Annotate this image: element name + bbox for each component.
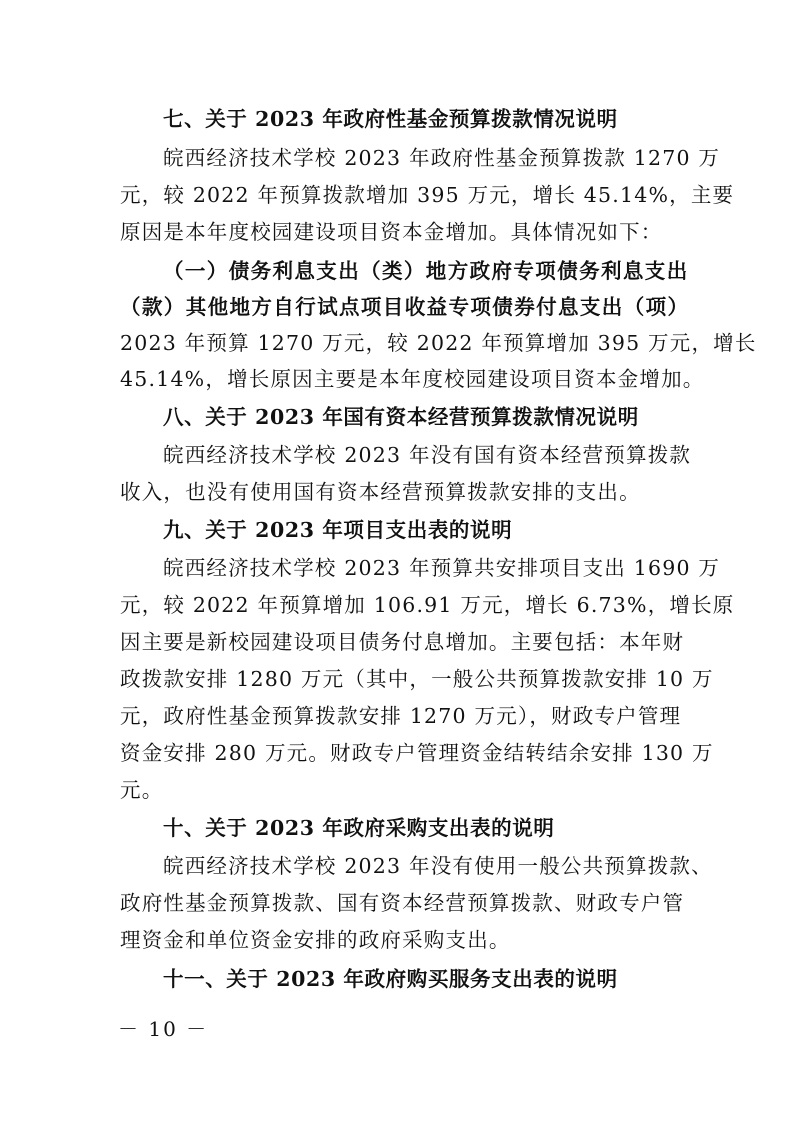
section-7-line-1: 皖西经济技术学校 2023 年政府性基金预算拨款 1270 万 [163, 146, 721, 170]
section-9-heading: 九、关于 2023 年项目支出表的说明 [163, 518, 513, 542]
section-7-heading: 七、关于 2023 年政府性基金预算拨款情况说明 [163, 107, 618, 131]
section-8-heading: 八、关于 2023 年国有资本经营预算拨款情况说明 [163, 405, 639, 429]
section-9-line-5: 元，政府性基金预算拨款安排 1270 万元），财政专户管理 [120, 704, 682, 728]
section-9-line-7: 元。 [120, 778, 164, 802]
section-7-line-2: 元，较 2022 年预算拨款增加 395 万元，增长 45.14%，主要 [120, 183, 735, 207]
section-9-line-6: 资金安排 280 万元。财政专户管理资金结转结余安排 130 万 [120, 741, 714, 765]
section-10-line-2: 政府性基金预算拨款、国有资本经营预算拨款、财政专户管 [120, 891, 685, 915]
section-11-heading: 十一、关于 2023 年政府购买服务支出表的说明 [163, 967, 618, 991]
section-7-line-3: 原因是本年度校园建设项目资本金增加。具体情况如下： [120, 220, 663, 244]
section-9-line-3: 因主要是新校园建设项目债务付息增加。主要包括：本年财 [120, 630, 685, 654]
section-8-line-1: 皖西经济技术学校 2023 年没有国有资本经营预算拨款 [163, 443, 692, 467]
section-9-line-2: 元，较 2022 年预算增加 106.91 万元，增长 6.73%，增长原 [120, 593, 735, 617]
section-9-line-1: 皖西经济技术学校 2023 年预算共安排项目支出 1690 万 [163, 556, 721, 580]
section-9-line-4: 政拨款安排 1280 万元（其中，一般公共预算拨款安排 10 万 [120, 667, 714, 691]
section-7-item-1-heading-line-1: （一）债务利息支出（类）地方政府专项债务利息支出 [163, 259, 689, 283]
page-number: － 10 － [118, 1017, 209, 1041]
section-7-item-1-body-line-1: 2023 年预算 1270 万元，较 2022 年预算增加 395 万元，增长 [120, 331, 757, 355]
section-7-item-1-body-line-2: 45.14%，增长原因主要是本年度校园建设项目资本金增加。 [120, 367, 705, 391]
section-10-line-3: 理资金和单位资金安排的政府采购支出。 [120, 928, 511, 952]
section-10-heading: 十、关于 2023 年政府采购支出表的说明 [163, 816, 555, 840]
section-7-item-1-heading-line-2: （款）其他地方自行试点项目收益专项债券付息支出（项） [120, 295, 690, 319]
section-10-line-1: 皖西经济技术学校 2023 年没有使用一般公共预算拨款、 [163, 854, 713, 878]
section-8-line-2: 收入，也没有使用国有资本经营预算拨款安排的支出。 [120, 480, 641, 504]
